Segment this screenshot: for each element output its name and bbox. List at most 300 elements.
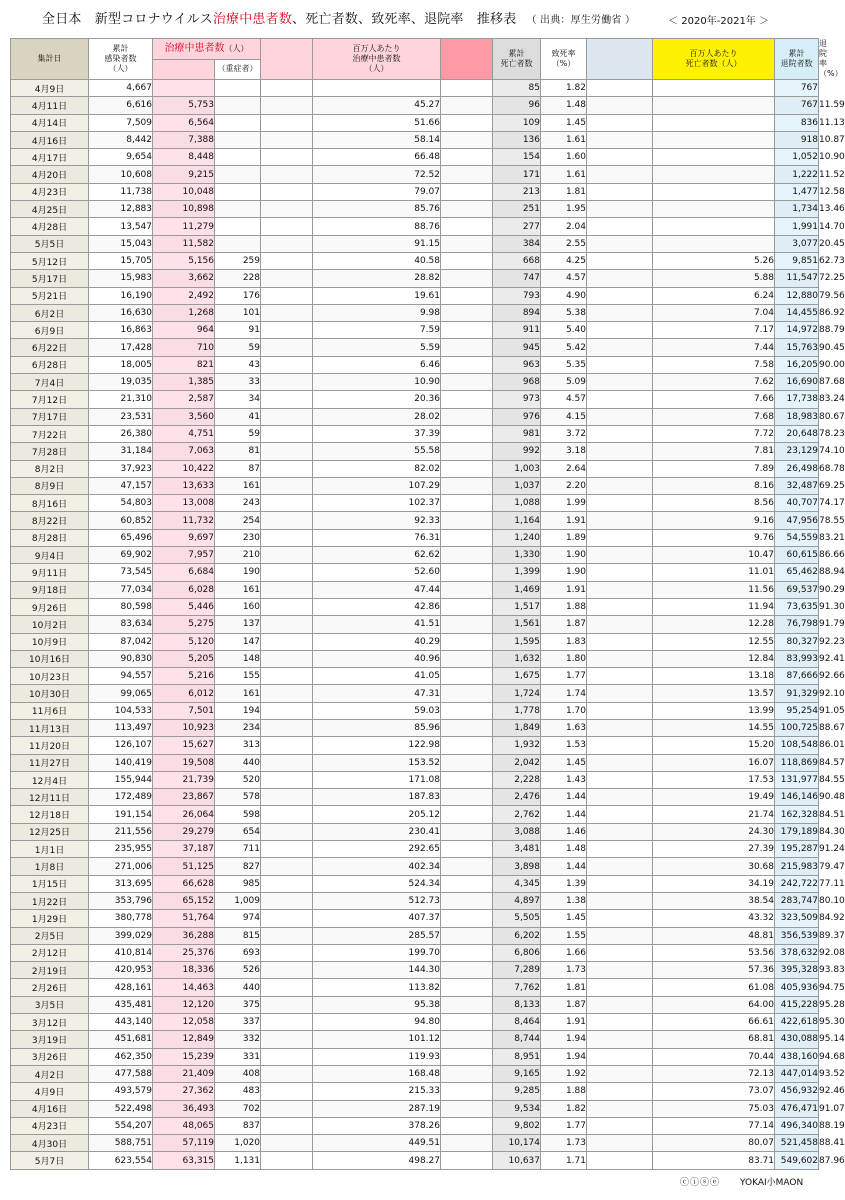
cell-severe: 234 <box>215 719 261 736</box>
cell-deaths: 10,637 <box>493 1152 541 1169</box>
cell-blank <box>261 547 313 564</box>
cell-recovered: 73,635 <box>775 598 819 615</box>
cell-recovered: 95,254 <box>775 702 819 719</box>
cell-per-million-deaths: 70.44 <box>653 1048 775 1065</box>
cell-fatality: 4.57 <box>541 391 587 408</box>
cell-per-million-deaths: 7.04 <box>653 304 775 321</box>
cell-fatality: 1.77 <box>541 1117 587 1134</box>
cell-deaths: 1,037 <box>493 477 541 494</box>
cell-infected: 477,588 <box>89 1065 153 1082</box>
cell-infected: 271,006 <box>89 858 153 875</box>
cell-date: 2月5日 <box>11 927 89 944</box>
cell-blank <box>587 1048 653 1065</box>
cell-per-million-deaths: 48.81 <box>653 927 775 944</box>
cell-per-million-treatment: 40.58 <box>313 252 441 269</box>
cell-fatality: 2.04 <box>541 218 587 235</box>
cell-blank <box>261 789 313 806</box>
table-row: 6月22日 17,428 710 59 5.59 945 5.42 7.44 15,763 90.45 <box>11 339 819 356</box>
cell-blank <box>441 650 493 667</box>
table-row: 8月22日 60,852 11,732 254 92.33 1,164 1.91 9.16 47,956 78.55 <box>11 512 819 529</box>
cell-per-million-treatment: 40.96 <box>313 650 441 667</box>
cell-treatment: 57,119 <box>153 1135 215 1152</box>
cell-blank <box>261 1014 313 1031</box>
cell-severe: 41 <box>215 408 261 425</box>
cell-severe: 483 <box>215 1083 261 1100</box>
cell-date: 4月20日 <box>11 166 89 183</box>
cell-per-million-deaths: 11.94 <box>653 598 775 615</box>
cell-date: 12月11日 <box>11 789 89 806</box>
cell-fatality: 1.77 <box>541 668 587 685</box>
cell-recovered: 521,458 <box>775 1135 819 1152</box>
cell-severe: 230 <box>215 529 261 546</box>
cell-infected: 428,161 <box>89 979 153 996</box>
cell-severe: 147 <box>215 633 261 650</box>
cell-blank <box>261 477 313 494</box>
cell-infected: 435,481 <box>89 996 153 1013</box>
cell-blank <box>587 374 653 391</box>
cell-per-million-deaths: 72.13 <box>653 1065 775 1082</box>
table-row: 3月5日 435,481 12,120 375 95.38 8,133 1.87 64.00 415,228 95.28 <box>11 996 819 1013</box>
cell-infected: 4,667 <box>89 80 153 97</box>
cell-per-million-treatment: 94.80 <box>313 1014 441 1031</box>
cell-blank <box>261 529 313 546</box>
cell-blank <box>261 685 313 702</box>
cell-fatality: 2.64 <box>541 460 587 477</box>
cell-blank <box>441 1083 493 1100</box>
cell-blank <box>587 166 653 183</box>
table-row <box>11 80 819 97</box>
cell-date: 4月11日 <box>11 97 89 114</box>
cell-per-million-deaths: 7.17 <box>653 322 775 339</box>
cell-recovered: 80,327 <box>775 633 819 650</box>
cell-deaths: 251 <box>493 201 541 218</box>
cell-fatality: 5.40 <box>541 322 587 339</box>
cell-blank <box>441 374 493 391</box>
cell-severe: 87 <box>215 460 261 477</box>
cell-blank <box>587 633 653 650</box>
cell-per-million-treatment: 7.59 <box>313 322 441 339</box>
cell-date: 7月17日 <box>11 408 89 425</box>
cell-date: 3月12日 <box>11 1014 89 1031</box>
cell-per-million-treatment: 72.52 <box>313 166 441 183</box>
cell-infected: 380,778 <box>89 910 153 927</box>
cell-per-million-deaths <box>653 114 775 131</box>
cell-per-million-deaths: 17.53 <box>653 771 775 788</box>
cell-deaths: 894 <box>493 304 541 321</box>
cell-infected: 11,738 <box>89 183 153 200</box>
cell-blank <box>587 114 653 131</box>
cell-severe: 194 <box>215 702 261 719</box>
cell-date: 2月26日 <box>11 979 89 996</box>
cell-severe: 81 <box>215 443 261 460</box>
cell-recovered: 1,222 <box>775 166 819 183</box>
cell-recovered: 18,983 <box>775 408 819 425</box>
title-prefix: 全日本 新型コロナウイルス <box>42 12 213 27</box>
cell-deaths: 968 <box>493 374 541 391</box>
cell-blank <box>441 858 493 875</box>
cell-blank <box>441 841 493 858</box>
cell-date: 7月28日 <box>11 443 89 460</box>
cell-treatment: 29,279 <box>153 823 215 840</box>
cell-fatality: 1.82 <box>541 80 587 97</box>
cell-blank <box>587 529 653 546</box>
cell-blank <box>441 131 493 148</box>
table-row: 6月9日 16,863 964 91 7.59 911 5.40 7.17 14,972 88.79 <box>11 322 819 339</box>
cell-per-million-treatment: 107.29 <box>313 477 441 494</box>
table-row: 11月20日 126,107 15,627 313 122.98 1,932 1.53 15.20 108,548 86.01 <box>11 737 819 754</box>
cell-infected: 16,630 <box>89 304 153 321</box>
cell-per-million-treatment: 113.82 <box>313 979 441 996</box>
cell-deaths: 109 <box>493 114 541 131</box>
cell-recovered: 1,477 <box>775 183 819 200</box>
cell-blank <box>587 391 653 408</box>
table-row: 12月25日 211,556 29,279 654 230.41 3,088 1.46 24.30 179,189 84.30 <box>11 823 819 840</box>
cell-deaths: 9,802 <box>493 1117 541 1134</box>
cell-per-million-deaths: 7.62 <box>653 374 775 391</box>
cell-recovered: 60,615 <box>775 547 819 564</box>
cell-treatment: 3,560 <box>153 408 215 425</box>
header-blank-pink <box>261 39 313 80</box>
cell-per-million-deaths <box>653 235 775 252</box>
cell-per-million-treatment: 168.48 <box>313 1065 441 1082</box>
cell-fatality: 1.99 <box>541 495 587 512</box>
cell-per-million-deaths <box>653 149 775 166</box>
table-row: 9月18日 77,034 6,028 161 47.44 1,469 1.91 11.56 69,537 90.29 <box>11 581 819 598</box>
cell-fatality: 1.61 <box>541 166 587 183</box>
cell-blank <box>441 564 493 581</box>
cell-recovered: 195,287 <box>775 841 819 858</box>
cell-deaths: 4,345 <box>493 875 541 892</box>
cell-infected: 140,419 <box>89 754 153 771</box>
cell-per-million-treatment: 205.12 <box>313 806 441 823</box>
cell-per-million-treatment: 76.31 <box>313 529 441 546</box>
cell-per-million-treatment: 91.15 <box>313 235 441 252</box>
cell-infected: 313,695 <box>89 875 153 892</box>
cell-blank <box>441 218 493 235</box>
table-row: 7月17日 23,531 3,560 41 28.02 976 4.15 7.68 18,983 80.67 <box>11 408 819 425</box>
cell-severe <box>215 201 261 218</box>
cell-recovered: 549,602 <box>775 1152 819 1169</box>
cell-per-million-treatment: 285.57 <box>313 927 441 944</box>
table-row: 1月22日 353,796 65,152 1,009 512.73 4,897 1.38 38.54 283,747 80.10 <box>11 892 819 909</box>
cell-blank <box>441 1152 493 1169</box>
cell-date: 7月4日 <box>11 374 89 391</box>
cell-per-million-treatment: 51.66 <box>313 114 441 131</box>
cell-infected: 54,803 <box>89 495 153 512</box>
header-infected: 累計 感染者数 （人） <box>89 39 153 80</box>
cell-deaths: 1,517 <box>493 598 541 615</box>
cell-per-million-deaths: 75.03 <box>653 1100 775 1117</box>
cell-fatality: 1.90 <box>541 564 587 581</box>
cell-treatment: 6,028 <box>153 581 215 598</box>
cell-recovered: 15,763 <box>775 339 819 356</box>
cell-per-million-treatment: 45.27 <box>313 97 441 114</box>
cell-fatality: 1.92 <box>541 1065 587 1082</box>
cell-blank <box>261 304 313 321</box>
header-blank-dark <box>441 39 493 80</box>
cell-per-million-treatment: 187.83 <box>313 789 441 806</box>
cell-per-million-treatment: 41.05 <box>313 668 441 685</box>
cell-per-million-deaths: 7.58 <box>653 356 775 373</box>
cell-blank <box>441 1100 493 1117</box>
cell-fatality: 1.46 <box>541 823 587 840</box>
table-row: 4月23日 11,738 10,048 79.07 213 1.81 1,477 12.58 <box>11 183 819 200</box>
cell-blank <box>441 1014 493 1031</box>
cell-recovered: 162,328 <box>775 806 819 823</box>
cell-blank <box>587 598 653 615</box>
cell-per-million-treatment: 402.34 <box>313 858 441 875</box>
cell-severe: 1,131 <box>215 1152 261 1169</box>
cell-blank <box>587 356 653 373</box>
cell-date: 4月25日 <box>11 201 89 218</box>
cell-per-million-deaths: 8.56 <box>653 495 775 512</box>
cell-deaths: 1,724 <box>493 685 541 702</box>
cell-recovered: 405,936 <box>775 979 819 996</box>
cell-infected: 94,557 <box>89 668 153 685</box>
cell-deaths: 1,778 <box>493 702 541 719</box>
cell-infected: 99,065 <box>89 685 153 702</box>
table-row: 6月2日 16,630 1,268 101 9.98 894 5.38 7.04 14,455 86.92 <box>11 304 819 321</box>
cell-recovered: 283,747 <box>775 892 819 909</box>
cell-date: 4月30日 <box>11 1135 89 1152</box>
cell-severe: 33 <box>215 374 261 391</box>
cell-fatality: 1.88 <box>541 598 587 615</box>
cell-blank <box>587 841 653 858</box>
cell-date: 10月16日 <box>11 650 89 667</box>
cell-infected: 443,140 <box>89 1014 153 1031</box>
cell-recovered: 1,734 <box>775 201 819 218</box>
cell-treatment: 5,753 <box>153 97 215 114</box>
cell-fatality: 1.80 <box>541 650 587 667</box>
cell-recovered: 767 <box>775 80 819 97</box>
cell-severe: 974 <box>215 910 261 927</box>
cell-date: 10月23日 <box>11 668 89 685</box>
cell-infected: 65,496 <box>89 529 153 546</box>
cell-infected: 399,029 <box>89 927 153 944</box>
cell-recovered: 40,707 <box>775 495 819 512</box>
cell-fatality: 4.57 <box>541 270 587 287</box>
cell-blank <box>587 650 653 667</box>
cell-date: 1月29日 <box>11 910 89 927</box>
cell-infected: 23,531 <box>89 408 153 425</box>
cell-recovered: 476,471 <box>775 1100 819 1117</box>
table-row: 1月1日 235,955 37,187 711 292.65 3,481 1.48 27.39 195,287 91.24 <box>11 841 819 858</box>
cell-severe: 1,009 <box>215 892 261 909</box>
cell-fatality: 1.71 <box>541 1152 587 1169</box>
cell-deaths: 1,164 <box>493 512 541 529</box>
cell-deaths: 945 <box>493 339 541 356</box>
page-title <box>42 8 635 27</box>
cell-blank <box>441 996 493 1013</box>
cell-per-million-deaths: 61.08 <box>653 979 775 996</box>
cell-severe <box>215 149 261 166</box>
cell-date: 5月7日 <box>11 1152 89 1169</box>
cell-severe: 440 <box>215 979 261 996</box>
cell-per-million-deaths <box>653 218 775 235</box>
cell-per-million-deaths: 7.72 <box>653 425 775 442</box>
cell-treatment: 12,120 <box>153 996 215 1013</box>
cell-per-million-deaths: 9.16 <box>653 512 775 529</box>
cell-treatment: 3,662 <box>153 270 215 287</box>
cell-treatment: 13,008 <box>153 495 215 512</box>
cell-deaths: 6,202 <box>493 927 541 944</box>
cell-blank <box>441 114 493 131</box>
cell-infected: 522,498 <box>89 1100 153 1117</box>
cell-fatality: 3.18 <box>541 443 587 460</box>
cell-severe: 1,020 <box>215 1135 261 1152</box>
cell-fatality: 1.73 <box>541 1135 587 1152</box>
cell-blank <box>587 322 653 339</box>
cell-date: 3月5日 <box>11 996 89 1013</box>
cell-blank <box>261 391 313 408</box>
cell-infected: 588,751 <box>89 1135 153 1152</box>
cell-treatment: 2,587 <box>153 391 215 408</box>
cell-per-million-treatment: 47.44 <box>313 581 441 598</box>
cell-infected: 7,509 <box>89 114 153 131</box>
cell-blank <box>261 201 313 218</box>
cell-blank <box>261 633 313 650</box>
cell-per-million-treatment: 498.27 <box>313 1152 441 1169</box>
cell-blank <box>261 252 313 269</box>
cell-per-million-treatment: 59.03 <box>313 702 441 719</box>
cell-treatment: 36,288 <box>153 927 215 944</box>
cell-date: 1月22日 <box>11 892 89 909</box>
cell-recovered: 456,932 <box>775 1083 819 1100</box>
cell-blank <box>261 910 313 927</box>
table-row: 4月16日 522,498 36,493 702 287.19 9,534 1.82 75.03 476,471 91.07 <box>11 1100 819 1117</box>
cell-severe: 59 <box>215 339 261 356</box>
cell-recovered: 108,548 <box>775 737 819 754</box>
table-row: 6月28日 18,005 821 43 6.46 963 5.35 7.58 16,205 90.00 <box>11 356 819 373</box>
cell-fatality: 1.53 <box>541 737 587 754</box>
table-row: 8月16日 54,803 13,008 243 102.37 1,088 1.99 8.56 40,707 74.17 <box>11 495 819 512</box>
cell-blank <box>261 1152 313 1169</box>
cell-recovered: 54,559 <box>775 529 819 546</box>
cell-date: 5月17日 <box>11 270 89 287</box>
cell-blank <box>441 1031 493 1048</box>
cell-treatment: 12,849 <box>153 1031 215 1048</box>
cell-per-million-treatment: 119.93 <box>313 1048 441 1065</box>
cell-treatment: 5,205 <box>153 650 215 667</box>
table-row: 4月25日 12,883 10,898 85.76 251 1.95 1,734 13.46 <box>11 201 819 218</box>
cell-recovered: 100,725 <box>775 719 819 736</box>
cell-severe: 693 <box>215 944 261 961</box>
cell-date: 8月22日 <box>11 512 89 529</box>
cell-blank <box>587 149 653 166</box>
cell-blank <box>441 287 493 304</box>
cell-per-million-treatment: 153.52 <box>313 754 441 771</box>
cell-treatment: 51,764 <box>153 910 215 927</box>
cell-per-million-treatment: 42.86 <box>313 598 441 615</box>
cell-blank <box>441 322 493 339</box>
cell-treatment: 4,751 <box>153 425 215 442</box>
table-row: 1月8日 271,006 51,125 827 402.34 3,898 1.44 30.68 215,983 79.47 <box>11 858 819 875</box>
cell-severe: 520 <box>215 771 261 788</box>
cell-treatment: 21,409 <box>153 1065 215 1082</box>
cell-deaths: 1,675 <box>493 668 541 685</box>
cell-severe: 375 <box>215 996 261 1013</box>
cell-blank <box>441 408 493 425</box>
cell-blank <box>261 668 313 685</box>
cell-per-million-treatment: 85.96 <box>313 719 441 736</box>
cell-severe: 34 <box>215 391 261 408</box>
cell-blank <box>441 823 493 840</box>
cell-recovered: 3,077 <box>775 235 819 252</box>
cell-per-million-deaths <box>653 166 775 183</box>
cell-fatality: 5.42 <box>541 339 587 356</box>
cell-blank <box>441 460 493 477</box>
cell-deaths: 10,174 <box>493 1135 541 1152</box>
cell-severe: 815 <box>215 927 261 944</box>
cell-per-million-deaths: 8.16 <box>653 477 775 494</box>
header-treatment <box>153 39 261 60</box>
table-row: 4月17日 9,654 8,448 66.48 154 1.60 1,052 10.90 <box>11 149 819 166</box>
cell-blank <box>261 841 313 858</box>
table-body <box>11 80 845 1170</box>
cell-treatment: 5,156 <box>153 252 215 269</box>
cell-blank <box>587 1031 653 1048</box>
cell-recovered: 17,738 <box>775 391 819 408</box>
cell-blank <box>441 235 493 252</box>
cell-blank <box>441 1065 493 1082</box>
cell-per-million-deaths <box>653 201 775 218</box>
table-row: 4月11日 6,616 5,753 45.27 96 1.48 767 11.59 <box>11 97 819 114</box>
cell-blank <box>261 495 313 512</box>
cell-recovered: 12,880 <box>775 287 819 304</box>
cell-per-million-treatment <box>313 80 441 97</box>
cell-per-million-treatment: 79.07 <box>313 183 441 200</box>
table-row: 10月30日 99,065 6,012 161 47.31 1,724 1.74 13.57 91,329 92.10 <box>11 685 819 702</box>
cell-deaths: 992 <box>493 443 541 460</box>
cell-fatality: 1.81 <box>541 183 587 200</box>
cell-date: 2月19日 <box>11 962 89 979</box>
cell-blank <box>261 962 313 979</box>
cell-date: 5月21日 <box>11 287 89 304</box>
header-severe: （重症者） <box>215 59 261 80</box>
cell-blank <box>441 1135 493 1152</box>
cell-recovered: 47,956 <box>775 512 819 529</box>
cell-fatality: 5.09 <box>541 374 587 391</box>
cell-treatment: 25,376 <box>153 944 215 961</box>
cell-per-million-deaths: 53.56 <box>653 944 775 961</box>
header-treatment-unit: （人） <box>224 43 249 53</box>
cell-recovered: 323,509 <box>775 910 819 927</box>
cell-per-million-deaths: 11.01 <box>653 564 775 581</box>
cell-blank <box>587 304 653 321</box>
header-per-million-treatment: 百万人あたり 治療中患者数 （人） <box>313 39 441 80</box>
title-highlight: 治療中患者数 <box>212 12 293 27</box>
cell-blank <box>587 287 653 304</box>
cell-deaths: 1,561 <box>493 616 541 633</box>
cell-severe: 313 <box>215 737 261 754</box>
cell-infected: 8,442 <box>89 131 153 148</box>
cell-recovered: 69,537 <box>775 581 819 598</box>
table-row: 10月23日 94,557 5,216 155 41.05 1,675 1.77 13.18 87,666 92.66 <box>11 668 819 685</box>
cell-treatment: 10,898 <box>153 201 215 218</box>
cell-infected: 15,705 <box>89 252 153 269</box>
cell-treatment: 6,564 <box>153 114 215 131</box>
cell-blank <box>441 356 493 373</box>
cell-recovered: 83,993 <box>775 650 819 667</box>
table-row: 5月12日 15,705 5,156 259 40.58 668 4.25 5.26 9,851 62.73 <box>11 252 819 269</box>
cell-recovered: 496,340 <box>775 1117 819 1134</box>
cell-per-million-treatment: 55.58 <box>313 443 441 460</box>
cell-per-million-deaths: 12.28 <box>653 616 775 633</box>
cell-infected: 15,043 <box>89 235 153 252</box>
cell-per-million-treatment: 47.31 <box>313 685 441 702</box>
cell-deaths: 277 <box>493 218 541 235</box>
cell-treatment: 63,315 <box>153 1152 215 1169</box>
